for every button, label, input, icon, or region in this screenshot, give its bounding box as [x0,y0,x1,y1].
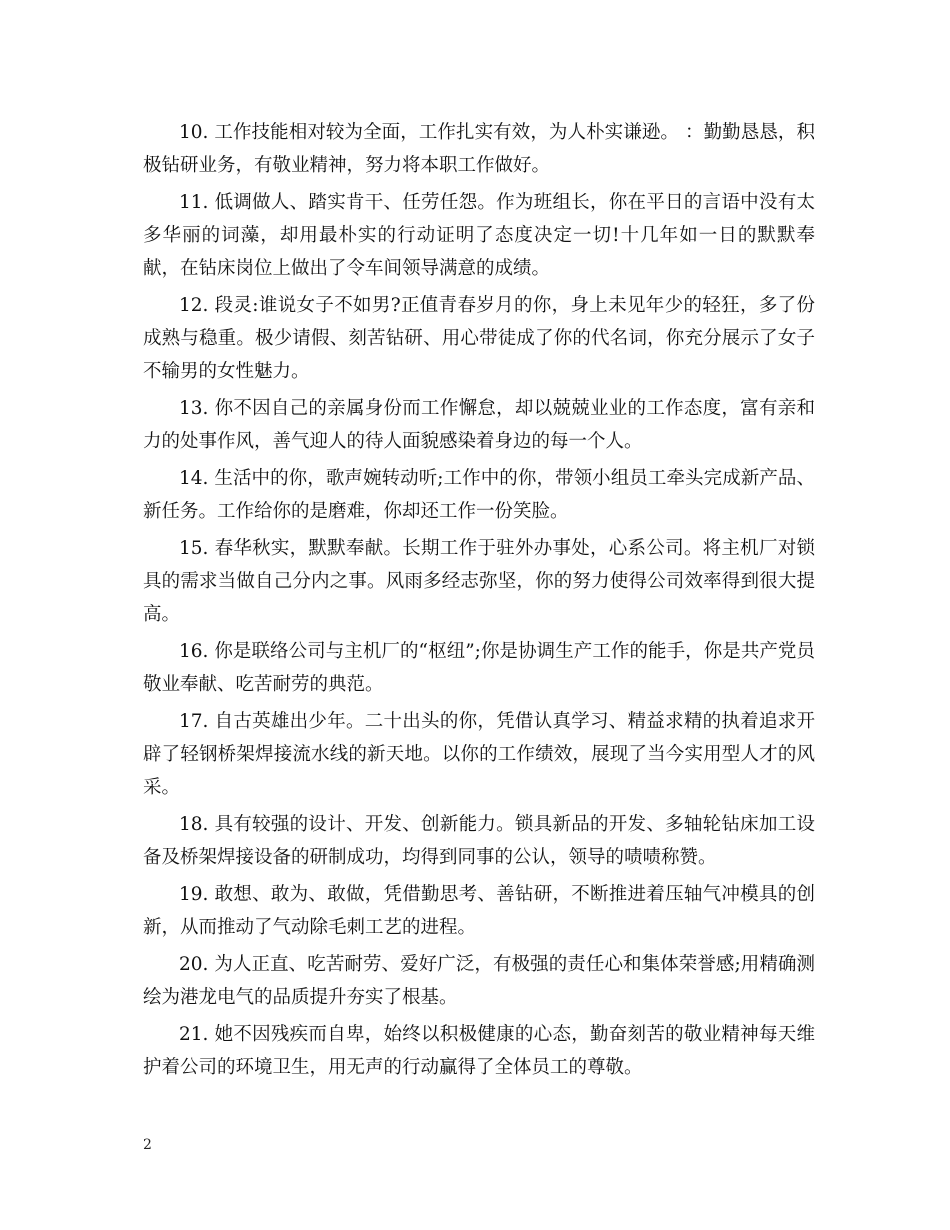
paragraph-10: 10. 工作技能相对较为全面，工作扎实有效，为人朴实谦逊。 ：勤勤恳恳，积极钻研业务，有敬业精神，努力将本职工作做好。 [143,122,815,176]
paragraph-14: 14. 生活中的你，歌声婉转动听;工作中的你，带领小组员工牵头完成新产品、新任务。工作给你的是磨难，你却还工作一份笑脸。 [143,468,815,522]
paragraph-20: 20. 为人正直、吃苦耐劳、爱好广泛，有极强的责任心和集体荣誉感;用精确测绘为港龙电气的品质提升夯实了根基。 [143,954,815,1008]
paragraph-21: 21. 她不因残疾而自卑，始终以积极健康的心态，勤奋刻苦的敬业精神每天维护着公司的环境卫生，用无声的行动赢得了全体员工的尊敬。 [143,1024,815,1078]
paragraph-12: 12. 段灵:谁说女子不如男?正值青春岁月的你，身上未见年少的轻狂，多了份成熟与稳重。极少请假、刻苦钻研、用心带徒成了你的代名词，你充分展示了女子不输男的女性魅力。 [143,295,815,382]
document-body [143,116,815,1088]
paragraph-11: 11. 低调做人、踏实肯干、任劳任怨。作为班组长，你在平日的言语中没有太多华丽的词藻，却用最朴实的行动证明了态度决定一切!十几年如一日的默默奉献，在钻床岗位上做出了令车间领导满意的成绩。 [143,192,815,279]
paragraph-18: 18. 具有较强的设计、开发、创新能力。锁具新品的开发、多轴轮钻床加工设备及桥架焊接设备的研制成功，均得到同事的公认，领导的啧啧称赞。 [143,814,815,868]
paragraph-13: 13. 你不因自己的亲属身份而工作懈怠，却以兢兢业业的工作态度，富有亲和力的处事作风，善气迎人的待人面貌感染着身边的每一个人。 [143,398,815,452]
paragraph-17: 17. 自古英雄出少年。二十出头的你，凭借认真学习、精益求精的执着追求开辟了轻钢桥架焊接流水线的新天地。以你的工作绩效，展现了当今实用型人才的风采。 [143,711,815,798]
page-number: 2 [143,1137,152,1153]
paragraph-16: 16. 你是联络公司与主机厂的“枢纽”;你是协调生产工作的能手，你是共产党员敬业奉献、吃苦耐劳的典范。 [143,641,815,695]
paragraph-15: 15. 春华秋实，默默奉献。长期工作于驻外办事处，心系公司。将主机厂对锁具的需求当做自己分内之事。风雨多经志弥坚，你的努力使得公司效率得到很大提高。 [143,538,815,625]
paragraph-19: 19. 敢想、敢为、敢做，凭借勤思考、善钻研，不断推进着压轴气冲模具的创新，从而推动了气动除毛刺工艺的进程。 [143,884,815,938]
